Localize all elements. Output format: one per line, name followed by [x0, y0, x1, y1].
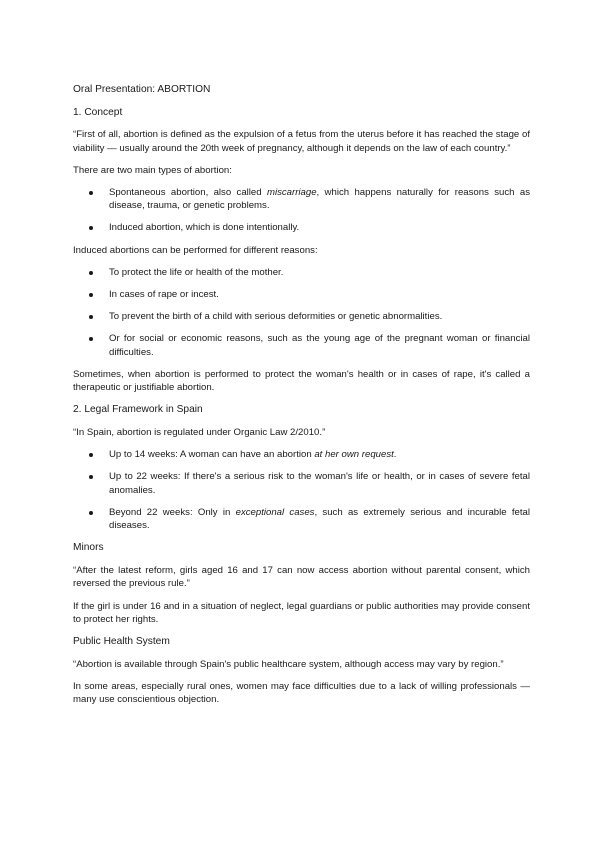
list-item: Up to 14 weeks: A woman can have an abortion at her own request. — [73, 448, 530, 462]
bullet-icon — [89, 226, 93, 230]
bullet-icon — [89, 315, 93, 319]
list-item: Spontaneous abortion, also called miscarriage, which happens naturally for reasons such as disease, trauma, or genetic problems. — [73, 186, 530, 213]
reasons-list — [73, 266, 530, 359]
document-title: Oral Presentation: ABORTION — [73, 84, 211, 95]
minors-note: If the girl is under 16 and in a situation of neglect, legal guardians or public authorities may provide consent to protect her rights. — [73, 600, 530, 626]
bullet-icon — [89, 191, 93, 195]
list-item: To prevent the birth of a child with serious deformities or genetic abnormalities. — [73, 310, 530, 324]
italic-term: exceptional cases — [235, 506, 315, 518]
section-heading-minors: Minors — [73, 542, 104, 554]
legal-intro: “In Spain, abortion is regulated under Organic Law 2/2010.” — [73, 426, 326, 438]
list-item: Up to 22 weeks: If there's a serious risk to the woman's life or health, or in cases of severe fetal anomalies. — [73, 470, 530, 497]
public-health-quote: “Abortion is available through Spain's public healthcare system, although access may vary by region.” — [73, 658, 504, 670]
italic-term: at her own request — [314, 448, 394, 460]
section-heading-concept: 1. Concept — [73, 106, 123, 118]
italic-term: miscarriage — [266, 186, 317, 198]
reasons-intro: Induced abortions can be performed for different reasons: — [73, 244, 318, 256]
list-item: Beyond 22 weeks: Only in exceptional cases, such as extremely serious and incurable fetal diseases. — [73, 506, 530, 533]
minors-quote: “After the latest reform, girls aged 16 and 17 can now access abortion without parental consent, which reversed the previous rule.” — [73, 564, 530, 590]
bullet-icon — [89, 475, 93, 479]
public-health-note: In some areas, especially rural ones, women may face difficulties due to a lack of willing professionals — many use conscientious objection. — [73, 680, 530, 706]
list-item: Or for social or economic reasons, such as the young age of the pregnant woman or financial difficulties. — [73, 332, 530, 359]
bullet-icon — [89, 271, 93, 275]
abortion-types-list — [73, 186, 530, 235]
therapeutic-note: Sometimes, when abortion is performed to protect the woman's health or in cases of rape, it's called a therapeutic or justifiable abortion. — [73, 368, 530, 394]
list-item: In cases of rape or incest. — [73, 288, 530, 302]
bullet-icon — [89, 337, 93, 341]
bullet-icon — [89, 453, 93, 457]
bullet-icon — [89, 511, 93, 515]
section-heading-legal: 2. Legal Framework in Spain — [73, 404, 203, 416]
legal-list — [73, 448, 530, 533]
definition-paragraph: “First of all, abortion is defined as the expulsion of a fetus from the uterus before it has reached the stage of viability — usually around the 20th week of pregnancy, although it depends on the law of each country.” — [73, 129, 530, 154]
section-heading-public-health: Public Health System — [73, 636, 170, 648]
types-intro: There are two main types of abortion: — [73, 164, 232, 176]
bullet-icon — [89, 293, 93, 297]
list-item: Induced abortion, which is done intentionally. — [73, 221, 530, 235]
list-item: To protect the life or health of the mother. — [73, 266, 530, 280]
